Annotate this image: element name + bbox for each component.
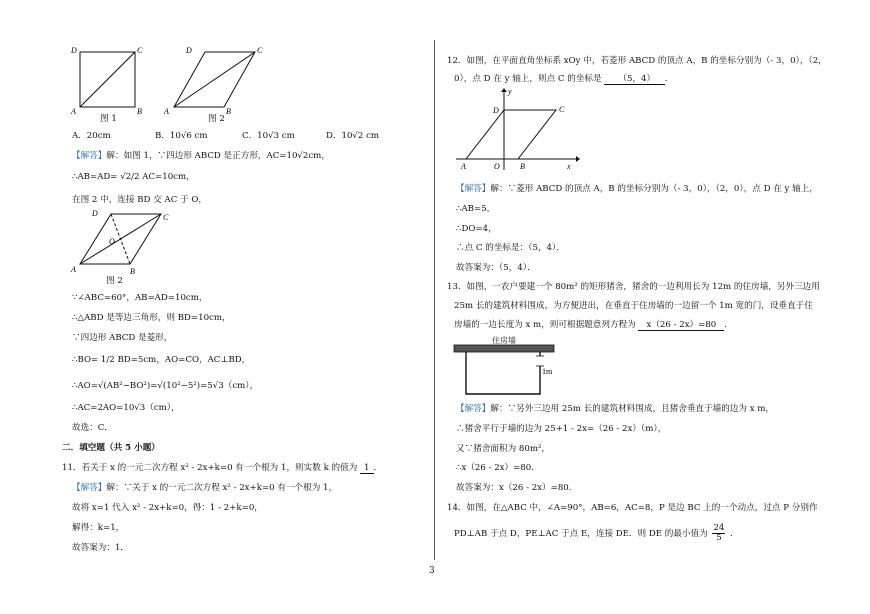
svg-text:B: B [130, 267, 135, 276]
q12-sol-5: 故答案为：（5，4）． [456, 263, 536, 273]
svg-text:A: A [71, 265, 76, 274]
svg-text:A: A [164, 107, 169, 116]
svg-text:A: A [461, 162, 466, 171]
option-a: A．20cm [72, 131, 111, 141]
q13-sol-3: 又∵猪舍面积为 80m²， [456, 444, 551, 454]
q12-sol-2: ∴AB=5， [456, 204, 496, 214]
axis-y-label: y [508, 87, 512, 96]
label-b: B [137, 107, 142, 116]
figure-2-rhombus-with-diagonals [66, 208, 176, 280]
q12-sol-1: 【解答】解：∵菱形 ABCD 的顶点 A，B 的坐标分别为（- 3，0），（2，0），点 D 在 y 轴上， [456, 184, 818, 194]
wall-label: 住房墙 [492, 336, 516, 345]
label-c: C [137, 46, 143, 55]
q12-sol-4: ∴点 C 的坐标是：（5，4）． [456, 243, 565, 253]
figure-1-caption: 图 1 [100, 114, 117, 124]
solution-line-3: 在图 2 中，连接 BD 交 AC 于 O， [72, 195, 207, 205]
figure-1-square [68, 44, 148, 116]
question-14-line-2: PD⊥AB 于点 D，PE⊥AC 于点 E，连接 DE．则 DE 的最小值为 $\frac{24}{5}$ ． [454, 523, 739, 543]
svg-text:B: B [226, 107, 231, 116]
svg-text:C: C [163, 213, 169, 222]
section-header: 二．填空题（共 5 小题） [62, 443, 160, 453]
solution-line-8: ∴AO=√(AB²−BO²)=√(10²−5²)=5√3（cm）， [72, 381, 259, 391]
solution-line-9: ∴AC=2AO=10√3（cm）， [72, 403, 180, 413]
label-o: O [109, 237, 115, 246]
svg-text:D: D [493, 106, 499, 115]
svg-text:O: O [494, 162, 500, 171]
question-13-line-1: 13．如图，一农户要建一个 80m² 的矩形猪舍，猪舍的一边利用长为 12m 的住房墙，另外三边用 [447, 282, 820, 292]
q11-sol-1: 【解答】解：∵关于 x 的一元二次方程 x² - 2x+k=0 有一个根为 1， [72, 483, 338, 493]
q13-answer: x（26 - 2x）=80 [638, 320, 724, 331]
figure-2-rhombus [160, 44, 270, 116]
page-number: 3 [429, 566, 435, 576]
option-c: C．10√3 cm [242, 131, 295, 141]
svg-text:D: D [92, 209, 98, 218]
option-b: B．10√6 cm [155, 131, 208, 141]
solution-line-2: ∴AB=AD= √2/2 AC=10cm， [72, 172, 195, 182]
option-d: D．10√2 cm [326, 131, 380, 141]
q14-answer: $\frac{24}{5}$ [713, 523, 725, 543]
svg-text:D: D [186, 46, 192, 55]
label-a: A [71, 107, 76, 116]
q13-sol-4: ∴x（26 - 2x）=80． [456, 463, 540, 473]
axis-x-label: x [567, 162, 571, 171]
q13-sol-1: 【解答】解：∵另外三边用 25m 长的建筑材料围成，且猪舍垂直于墙的边为 x m， [456, 404, 775, 414]
solution-line-10: 故选：C． [72, 423, 113, 433]
question-14-line-1: 14．如图，在△ABC 中，∠A=90°，AB=6，AC=8，P 是边 BC 上的一个动点，过点 P 分别作 [447, 503, 818, 513]
question-11: 11．若关于 x 的一元二次方程 x² - 2x+k=0 有一个根为 1，则实数 k 的值为 1 ． [62, 463, 383, 473]
q12-answer: （5，4） [604, 74, 664, 85]
svg-text:C: C [257, 46, 263, 55]
q11-sol-3: 解得：k=1， [72, 523, 125, 533]
question-13-line-3: 房墙的一边长度为 x m，则可根据题意列方程为 x（26 - 2x）=80 ． [454, 320, 733, 330]
pig-pen-diagram [452, 344, 562, 400]
coordinate-graph [452, 86, 582, 174]
svg-text:B: B [520, 162, 525, 171]
solution-line-4: ∵∠ABC=60°，AB=AD=10cm， [72, 293, 208, 303]
q13-sol-2: ∴猪舍平行于墙的边为 25+1 - 2x=（26 - 2x）（m）， [456, 424, 667, 434]
q11-sol-4: 故答案为：1． [72, 543, 130, 553]
question-13-line-2: 25m 长的建筑材料围成，为方便进出，在垂直于住房墙的一边留一个 1m 宽的门，设垂直于住 [454, 301, 813, 311]
question-12-line-1: 12．如图，在平面直角坐标系 xOy 中，若菱形 ABCD 的顶点 A，B 的坐标分别为（- 3，0），（2， [447, 56, 827, 66]
column-divider [434, 40, 435, 560]
q13-sol-5: 故答案为：x（26 - 2x）=80． [456, 483, 578, 493]
solution-line-1: 【解答】解：如图 1，∵四边形 ABCD 是正方形，AC=10√2cm， [72, 151, 330, 161]
solution-line-5: ∴△ABD 是等边三角形，则 BD=10cm， [72, 313, 231, 323]
solution-line-6: ∵四边形 ABCD 是菱形， [72, 333, 173, 343]
door-label: 1m [542, 367, 553, 376]
q11-answer: 1 [360, 463, 373, 474]
q12-sol-3: ∴DO=4， [456, 224, 497, 234]
solution-tag: 【解答】 [72, 151, 107, 161]
svg-text:C: C [559, 105, 565, 114]
question-12-line-2: 0），点 D 在 y 轴上，则点 C 的坐标是 （5，4） ． [454, 74, 674, 84]
figure-2-caption: 图 2 [208, 114, 225, 124]
label-d: D [71, 46, 77, 55]
q11-sol-2: 故将 x=1 代入 x² - 2x+k=0，得：1 - 2+k=0， [72, 503, 263, 513]
solution-line-7: ∴BO= 1/2 BD=5cm，AO=CO，AC⊥BD， [72, 355, 251, 365]
